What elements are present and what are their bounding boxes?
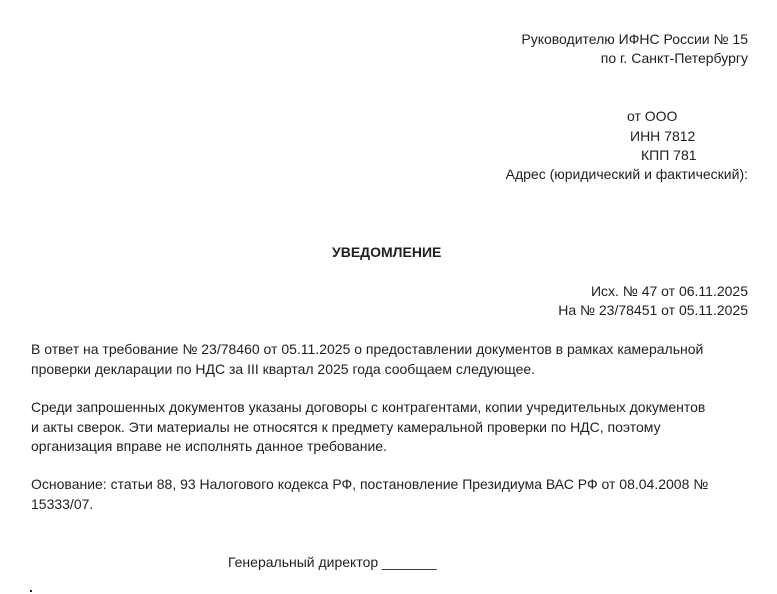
sender-inn: ИНН 7812	[630, 128, 696, 144]
sender-address-label: Адрес (юридический и фактический):	[505, 166, 748, 182]
document-title: УВЕДОМЛЕНИЕ	[332, 244, 442, 260]
reply-ref: На № 23/78451 от 05.11.2025	[558, 302, 748, 318]
paragraph-1	[31, 340, 751, 379]
paragraph-2	[31, 398, 751, 457]
paragraph-3	[31, 475, 751, 514]
sender-kpp: КПП 781	[641, 147, 697, 163]
paragraph-2-line-2: и акты сверок. Эти материалы не относятся к предмету камеральной проверки по НДС, поэтому	[31, 418, 661, 435]
paragraph-2-line-3: организация вправе не исполнять данное требование.	[31, 438, 387, 454]
addressee-line-1: Руководителю ИФНС России № 15	[521, 31, 748, 47]
outgoing-ref: Исх. № 47 от 06.11.2025	[590, 283, 748, 299]
addressee-line-2: по г. Санкт-Петербургу	[600, 50, 748, 66]
paragraph-3-line-1: Основание: статьи 88, 93 Налогового кодекса РФ, постановление Президиума ВАС РФ от 08.04.2008 №	[31, 476, 709, 492]
signature-line: Генеральный директор _______	[228, 554, 437, 570]
stray-mark	[30, 590, 32, 592]
paragraph-1-line-1: В ответ на требование № 23/78460 от 05.11.2025 о предоставлении документов в рамках камеральной	[31, 341, 704, 357]
paragraph-2-line-1: Среди запрошенных документов указаны договоры с контрагентами, копии учредительных документов	[31, 399, 706, 415]
sender-org: от ООО	[627, 108, 678, 124]
paragraph-3-line-2: 15333/07.	[31, 495, 94, 512]
paragraph-1-line-2: проверки декларации по НДС за III квартал 2025 года сообщаем следующее.	[31, 360, 536, 377]
